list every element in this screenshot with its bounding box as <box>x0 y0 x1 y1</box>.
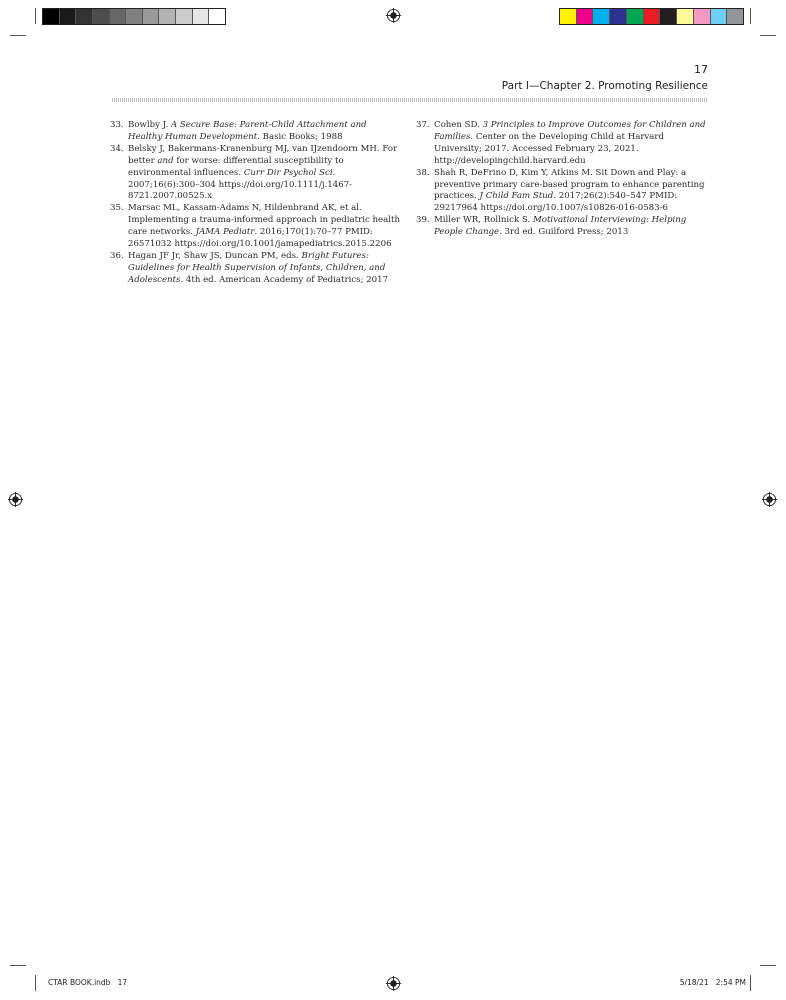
color-swatch <box>43 9 59 24</box>
reference-item <box>416 215 712 239</box>
color-swatch <box>609 9 626 24</box>
running-head: Part I—Chapter 2. Promoting Resilience <box>501 80 708 92</box>
color-swatch <box>576 9 593 24</box>
crop-mark <box>760 965 776 966</box>
color-swatch <box>693 9 710 24</box>
page-number: 17 <box>694 63 708 76</box>
color-swatch <box>643 9 660 24</box>
reference-item <box>110 203 400 251</box>
color-swatch <box>125 9 142 24</box>
reference-item <box>110 120 400 144</box>
reference-item <box>416 168 712 216</box>
reference-item <box>110 144 400 204</box>
color-swatch <box>676 9 693 24</box>
slug-filename: CTAR BOOK.indb 17 <box>48 978 128 987</box>
color-swatch <box>626 9 643 24</box>
reference-number: 39. <box>416 215 430 226</box>
color-calibration-bar <box>559 8 744 25</box>
registration-mark-icon <box>386 8 401 23</box>
color-swatch <box>592 9 609 24</box>
reference-number: 37. <box>416 120 430 130</box>
references-right-column <box>416 120 712 239</box>
color-swatch <box>208 9 225 24</box>
crop-mark <box>35 8 36 24</box>
references-left-column <box>110 120 400 287</box>
reference-item <box>416 120 712 168</box>
color-swatch <box>142 9 159 24</box>
reference-text: Cohen SD. 3 Principles to Improve Outcomes for Children and Families. Center on the Developing Child at Harvard University; 2017. Accessed February 23, 2021. http://developingchild.harvard.edu <box>434 120 706 166</box>
color-swatch <box>659 9 676 24</box>
color-swatch <box>75 9 92 24</box>
color-swatch <box>710 9 727 24</box>
color-swatch <box>92 9 109 24</box>
color-swatch <box>192 9 209 24</box>
color-swatch <box>59 9 76 24</box>
reference-text: Hagan JF Jr, Shaw JS, Duncan PM, eds. Bright Futures: Guidelines for Health Supervision of Infants, Children, and Adolescents. 4th ed. American Academy of Pediatrics; 2017 <box>128 250 389 285</box>
crop-mark <box>760 35 776 36</box>
crop-mark <box>10 965 26 966</box>
reference-text: Bowlby J. A Secure Base: Parent-Child Attachment and Healthy Human Development. Basic Books; 1988 <box>128 120 367 142</box>
reference-text: Belsky J, Bakermans-Kranenburg MJ, van IJzendoorn MH. For better and for worse: differential susceptibility to environmental influences. Curr Dir Psychol Sci. 2007;16(6):300–304 https://doi.org/10.1111/j.1467-8721.2007.00525.x <box>128 143 398 202</box>
registration-mark-icon <box>386 976 401 991</box>
crop-mark <box>10 35 26 36</box>
reference-number: 33. <box>110 120 124 130</box>
color-swatch <box>158 9 175 24</box>
color-swatch <box>726 9 743 24</box>
reference-number: 36. <box>110 250 124 261</box>
color-swatch <box>560 9 576 24</box>
reference-number: 34. <box>110 143 124 154</box>
header-rule <box>112 98 708 102</box>
reference-number: 35. <box>110 203 124 214</box>
slug-timestamp: 5/18/21 2:54 PM <box>679 978 746 987</box>
reference-text: Shah R, DeFrino D, Kim Y, Atkins M. Sit Down and Play: a preventive primary care-based program to enhance parenting practices. J Child Fam Stud. 2017;26(2):540–547 PMID: 29217964 https://doi.org/10.1007/s10826-016-0583-6 <box>434 167 705 214</box>
reference-text: Marsac ML, Kassam-Adams N, Hildenbrand AK, et al. Implementing a trauma-informed approach in pediatric health care networks. JAMA Pediatr. 2016;170(1):70–77 PMID: 26571032 https://doi.org/10.1001/jamapediatrics.2015.2206 <box>128 203 401 250</box>
reference-text: Miller WR, Rollnick S. Motivational Interviewing: Helping People Change. 3rd ed. Guilford Press; 2013 <box>434 215 687 238</box>
crop-mark <box>35 975 36 991</box>
registration-mark-icon <box>762 492 777 507</box>
color-swatch <box>175 9 192 24</box>
gray-calibration-bar <box>42 8 226 25</box>
registration-mark-icon <box>8 492 23 507</box>
reference-item <box>110 251 400 287</box>
color-swatch <box>109 9 126 24</box>
crop-mark <box>750 975 751 991</box>
crop-mark <box>750 8 751 24</box>
reference-number: 38. <box>416 167 430 178</box>
